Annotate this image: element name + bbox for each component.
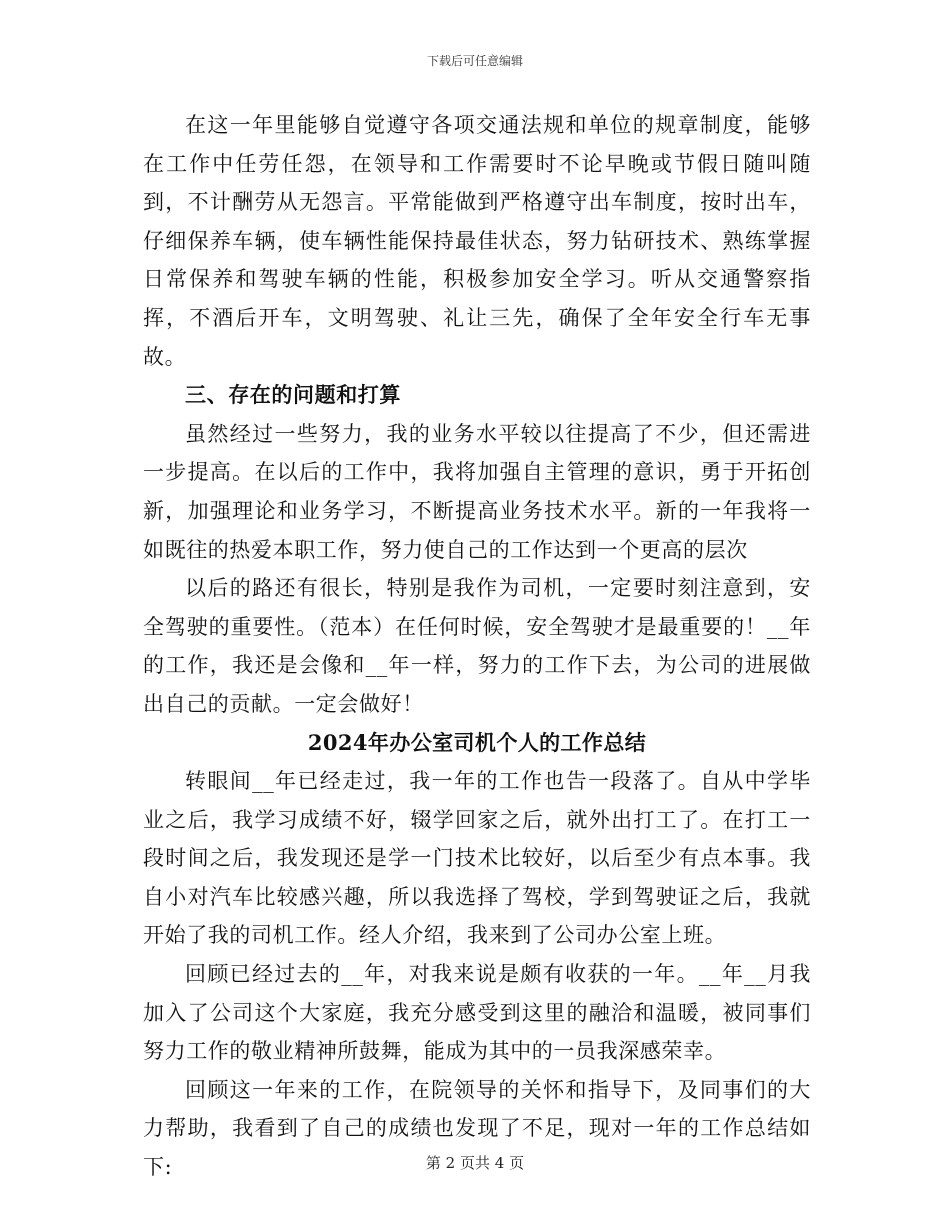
header-note: 下载后可任意编辑 bbox=[426, 54, 523, 68]
section-heading-3: 三、存在的问题和打算 bbox=[185, 382, 401, 408]
paragraph-6: 回顾这一年来的工作，在院领导的关怀和指导下，及同事们的大力帮助，我看到了自己的成绩也发现了不足，现对一年的工作总结如下: bbox=[143, 1077, 811, 1180]
document-body bbox=[143, 106, 811, 1187]
document-title: 2024年办公室司机个人的工作总结 bbox=[307, 729, 647, 755]
paragraph-1: 在这一年里能够自觉遵守各项交通法规和单位的规章制度，能够在工作中任劳任怨，在领导和工作需要时不论早晚或节假日随叫随到，不计酬劳从无怨言。平常能做到严格遵守出车制度，按时出车，仔细保养车辆，使车辆性能保持最佳状态，努力钻研技术、熟练掌握日常保养和驾驶车辆的性能，积极参加安全学习。听从交通警察指挥，不酒后开车，文明驾驶、礼让三先，确保了全年安全行车无事故。 bbox=[143, 113, 811, 369]
paragraph-5: 回顾已经过去的__年，对我来说是颇有收获的一年。__年__月我加入了公司这个大家庭，我充分感受到这里的融洽和温暖，被同事们努力工作的敬业精神所鼓舞，能成为其中的一员我深感荣幸。 bbox=[143, 962, 811, 1064]
paragraph-3: 以后的路还有很长，特别是我作为司机，一定要时刻注意到，安全驾驶的重要性。（范本）在任何时候，安全驾驶才是最重要的！__年的工作，我还是会像和__年一样，努力的工作下去，为公司的进展做出自己的贡献。一定会做好！ bbox=[143, 576, 811, 716]
paragraph-4: 转眼间__年已经走过，我一年的工作也告一段落了。自从中学毕业之后，我学习成绩不好，辍学回家之后，就外出打工了。在打工一段时间之后，我发现还是学一门技术比较好，以后至少有点本事。我自小对汽车比较感兴趣，所以我选择了驾校，学到驾驶证之后，我就开始了我的司机工作。经人介绍，我来到了公司办公室上班。 bbox=[143, 769, 811, 948]
paragraph-2: 虽然经过一些努力，我的业务水平较以往提高了不少，但还需进一步提高。在以后的工作中，我将加强自主管理的意识，勇于开拓创新，加强理论和业务学习，不断提高业务技术水平。新的一年我将一如既往的热爱本职工作，努力使自己的工作达到一个更高的层次 bbox=[143, 421, 811, 562]
page-number: 第 2 页共 4 页 bbox=[425, 1154, 525, 1172]
